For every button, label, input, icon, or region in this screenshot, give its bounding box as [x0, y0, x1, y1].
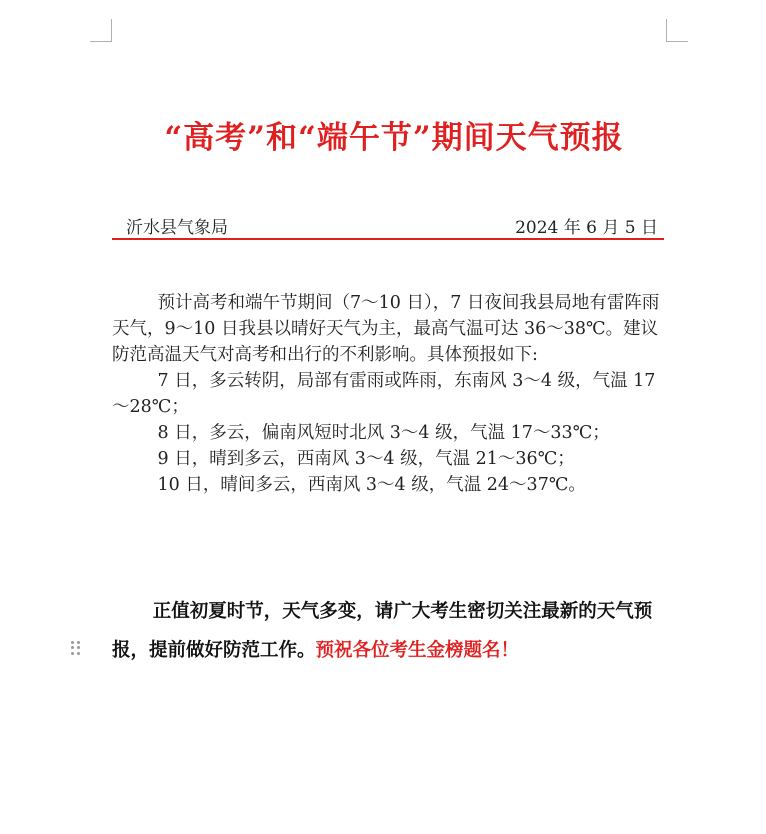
forecast-day-9[interactable]: 9 日，晴到多云，西南风 3～4 级，气温 21～36℃； [157, 449, 575, 469]
forecast-day-7[interactable]: 7 日，多云转阴，局部有雷雨或阵雨，东南风 3～4 级，气温 17～28℃； [112, 371, 656, 417]
page-corner-mark [666, 19, 667, 41]
closing-paragraph[interactable] [112, 592, 668, 670]
page-corner-mark [111, 19, 112, 41]
issue-date[interactable]: 2024 年 6 月 5 日 [515, 218, 658, 238]
paragraph-drag-handle-icon[interactable] [71, 641, 81, 655]
intro-paragraph[interactable]: 预计高考和端午节期间（7～10 日），7 日夜间我县局地有雷阵雨天气，9～10 日我县以晴好天气为主，最高气温可达 36～38℃。建议防范高温天气对高考和出行的不利影响。具体预报如下: [112, 293, 660, 365]
closing-wish[interactable]: 预祝各位考生金榜题名！ [315, 640, 520, 661]
issuer-name[interactable]: 沂水县气象局 [126, 218, 228, 238]
forecast-day-8[interactable]: 8 日，多云，偏南风短时北风 3～4 级，气温 17～33℃； [157, 423, 610, 443]
issuer-date-line [112, 214, 664, 240]
forecast-body[interactable] [112, 290, 668, 498]
page-corner-mark [90, 41, 112, 42]
forecast-day-10[interactable]: 10 日，晴间多云，西南风 3～4 级，气温 24～37℃。 [157, 475, 586, 495]
closing-text[interactable]: 正值初夏时节，天气多变，请广大考生密切关注最新的天气预报，提前做好防范工作。 [112, 601, 653, 661]
document-title[interactable]: “高考”和“端午节”期间天气预报 [164, 120, 624, 156]
page-corner-mark [666, 41, 688, 42]
